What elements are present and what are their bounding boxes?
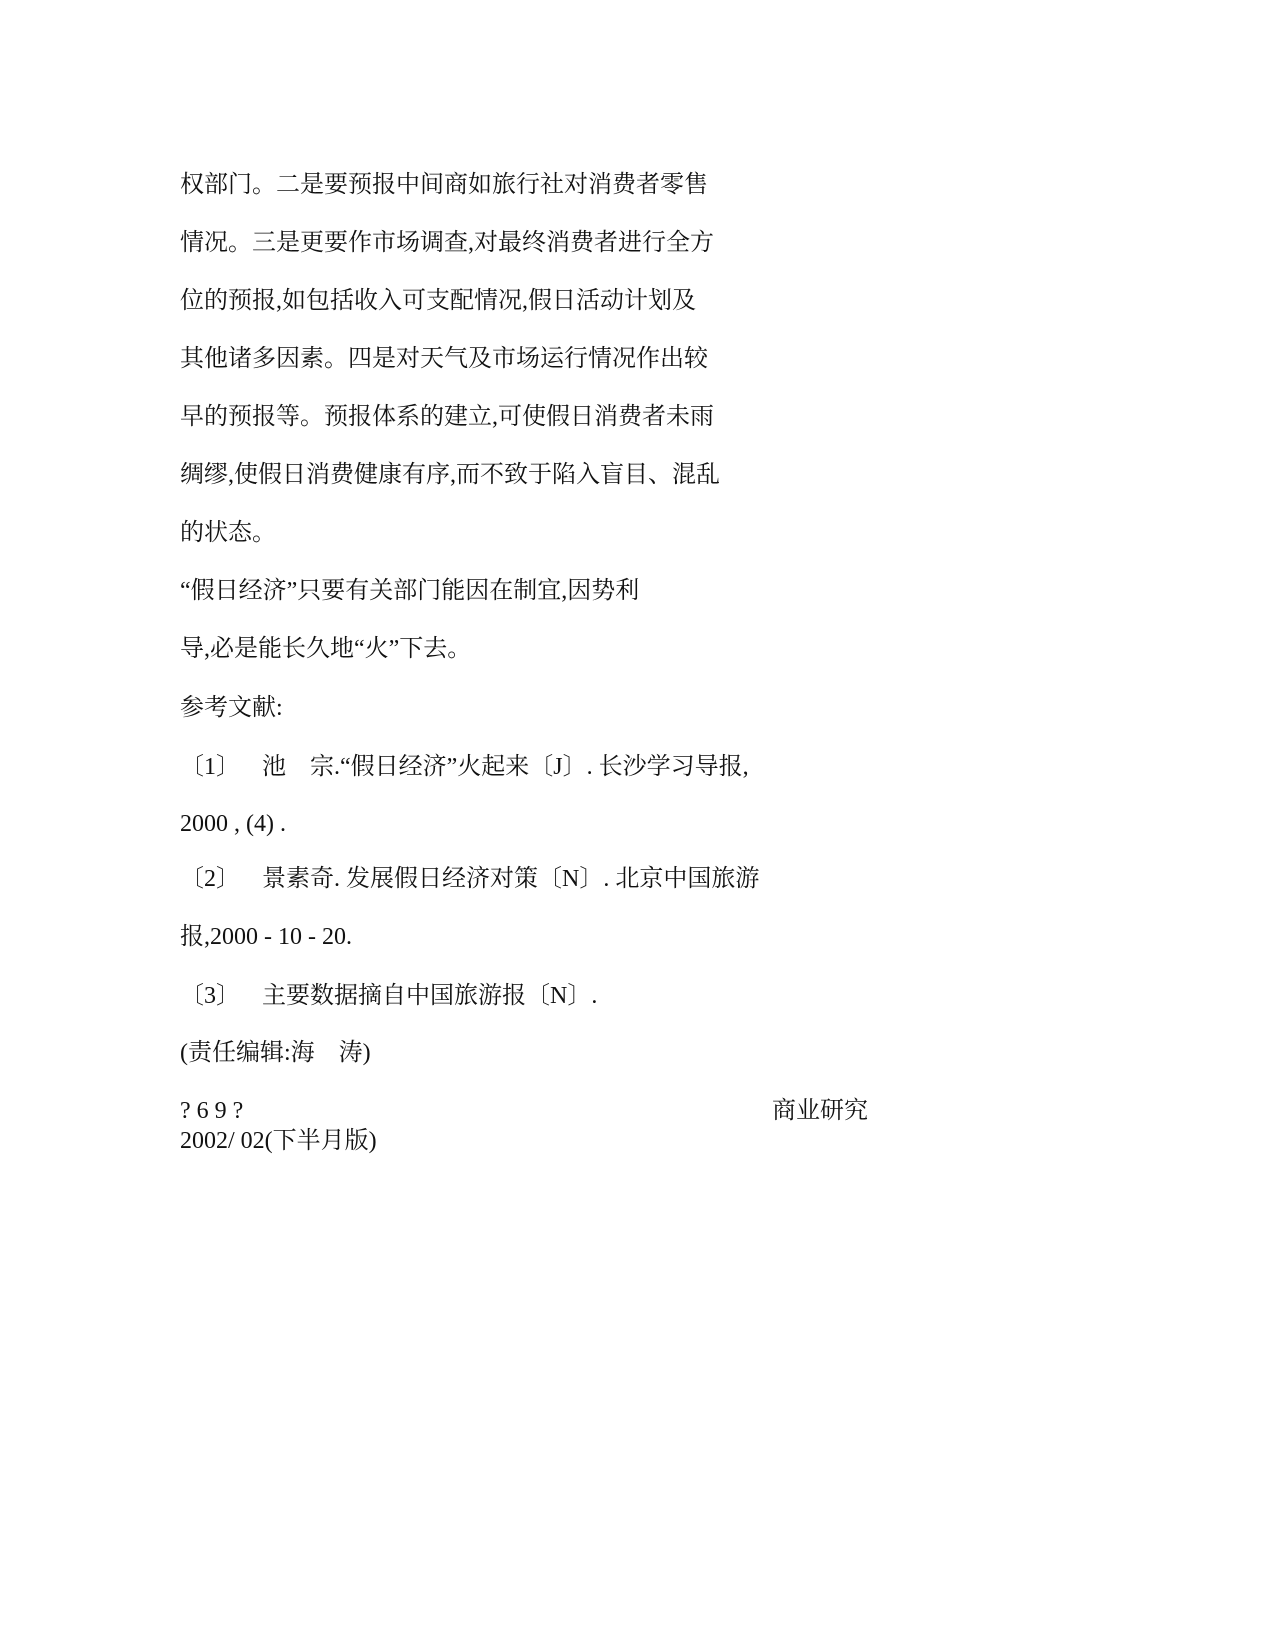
references-heading: 参考文献: xyxy=(180,695,283,721)
editor-note: (责任编辑:海 涛) xyxy=(180,1040,371,1066)
reference-continuation: 2000 , (4) . xyxy=(180,811,286,837)
body-line: 其他诸多因素。四是对天气及市场运行情况作出较 xyxy=(180,346,708,372)
reference-text: 景素奇. 发展假日经济对策〔N〕. 北京中国旅游 xyxy=(262,866,760,892)
body-line: “假日经济”只要有关部门能因在制宜,因势利 xyxy=(180,578,640,604)
reference-number: 〔3〕 xyxy=(180,983,240,1009)
page-number: ? 6 9 ? xyxy=(180,1098,244,1124)
reference-number: 〔1〕 xyxy=(180,754,240,780)
reference-number: 〔2〕 xyxy=(180,866,240,892)
reference-continuation: 报,2000 - 10 - 20. xyxy=(180,924,352,950)
body-line: 情况。三是更要作市场调查,对最终消费者进行全方 xyxy=(180,230,714,256)
reference-text: 池 宗.“假日经济”火起来〔J〕. 长沙学习导报, xyxy=(262,754,749,780)
body-line: 权部门。二是要预报中间商如旅行社对消费者零售 xyxy=(180,172,708,198)
body-line: 早的预报等。预报体系的建立,可使假日消费者未雨 xyxy=(180,404,714,430)
body-line: 的状态。 xyxy=(180,520,276,546)
body-line: 导,必是能长久地“火”下去。 xyxy=(180,636,472,662)
reference-text: 主要数据摘自中国旅游报〔N〕. xyxy=(262,983,598,1009)
issue-date: 2002/ 02(下半月版) xyxy=(180,1128,377,1154)
body-line: 绸缪,使假日消费健康有序,而不致于陷入盲目、混乱 xyxy=(180,462,720,488)
journal-name: 商业研究 xyxy=(772,1098,868,1124)
body-line: 位的预报,如包括收入可支配情况,假日活动计划及 xyxy=(180,288,696,314)
